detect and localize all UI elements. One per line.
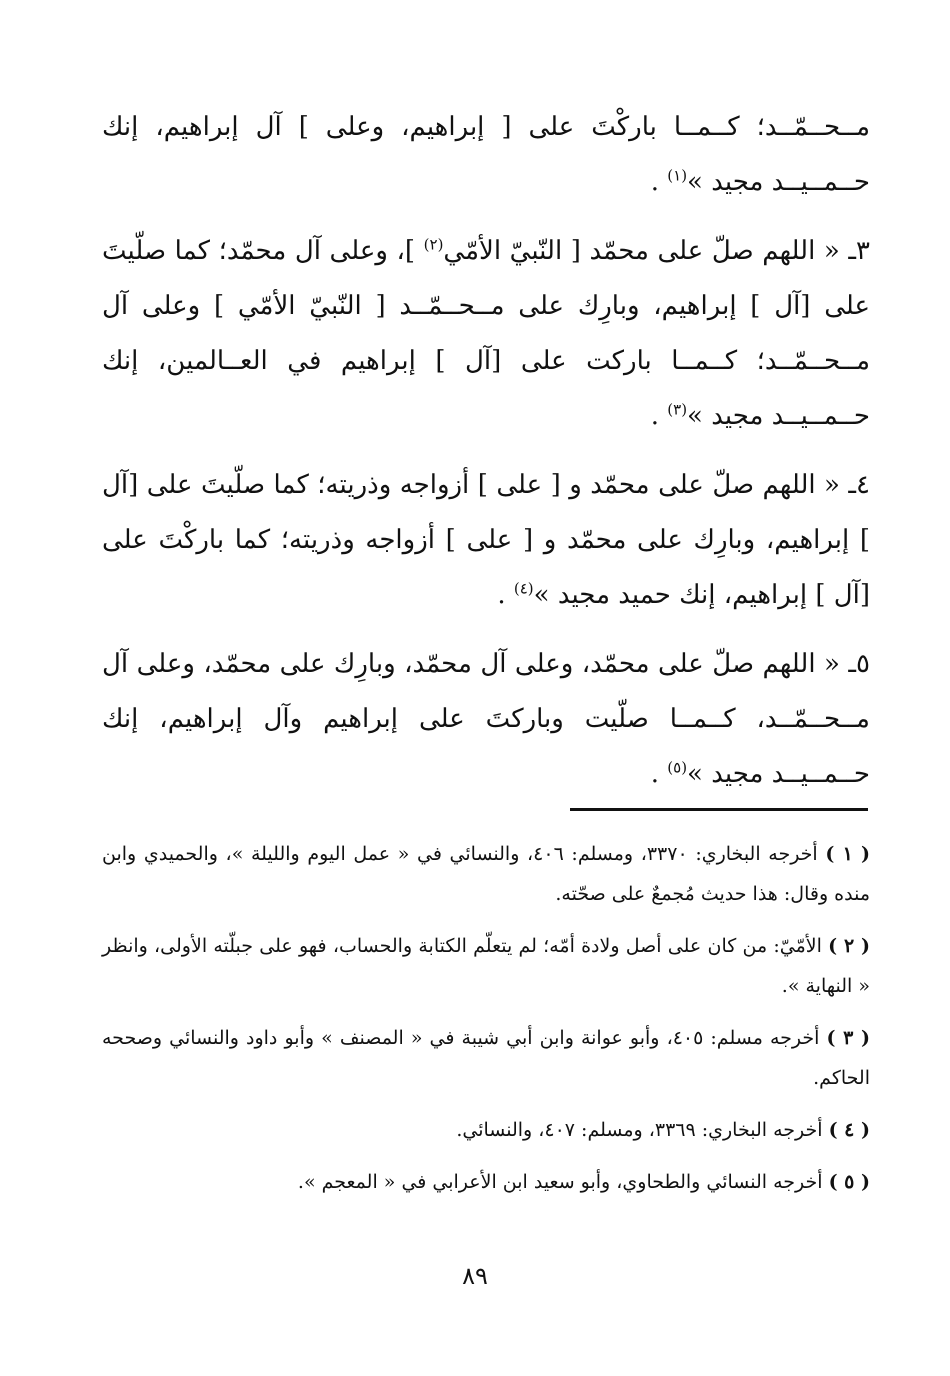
footnote-3-number: ( ٣ ): [826, 1027, 870, 1049]
paragraph-4-text: ٥ـ « اللهم صلّ على محمّد، وعلى آل محمّد، وبارِك على محمّد، وعلى آل مــحــمّــد، كــمــا صلّيت وباركتَ على إبراهيم وآل إبراهيم، إنك حــمــيــد مجيد »: [102, 649, 870, 789]
paragraph-2-mid: ]، وعلى آل محمّد؛ كما صلّيتَ على [آل ] إبراهيم، وبارِك على مــحــمّــد [ النّبيّ الأمّي ] وعلى آل مــحــمّــد؛ كــمــا باركت على [آل ] إبراهيم في العــالمين، إنك حــمــيــد مجيد »: [102, 236, 870, 431]
footnote-ref-5[interactable]: (٥): [667, 758, 688, 777]
page-number: ٨٩: [462, 1262, 488, 1290]
footnote-1-text: أخرجه البخاري: ٣٣٧٠، ومسلم: ٤٠٦، والنسائي في « عمل اليوم والليلة »، والحميدي وابن منده وقال: هذا حديث مُجمعٌ على صحّته.: [102, 843, 870, 905]
footnote-5-number: ( ٥ ): [828, 1171, 870, 1193]
paragraph-4-end: .: [650, 759, 668, 789]
footnote-5: [102, 1162, 870, 1202]
footnote-ref-2[interactable]: (٢): [423, 235, 444, 254]
footnote-4-number: ( ٤ ): [828, 1119, 870, 1141]
paragraph-2-end: .: [650, 401, 668, 431]
footnote-ref-4[interactable]: (٤): [513, 579, 534, 598]
footnotes: [102, 834, 870, 1214]
paragraph-3: [102, 458, 870, 623]
footnote-ref-3[interactable]: (٣): [667, 400, 688, 419]
footnote-4: [102, 1110, 870, 1150]
footnote-2-text: الأمّيّ: من كان على أصل ولادة أمّه؛ لم يتعلّم الكتابة والحساب، فهو على جبلّته الأولى، وانظر « النهاية ».: [102, 935, 870, 997]
footnote-3-text: أخرجه مسلم: ٤٠٥، وأبو عوانة وابن أبي شيبة في « المصنف » وأبو داود والنسائي وصححه الحاكم.: [102, 1027, 870, 1089]
paragraph-1-text: مــحــمّــد؛ كــمــا باركْتَ على [ إبراهيم، وعلى ] آل إبراهيم، إنك حــمــيــد مجيد »: [102, 112, 870, 197]
paragraph-3-text: ٤ـ « اللهم صلّ على محمّد و [ على ] أزواجه وذريته؛ كما صلّيتَ على [آل ] إبراهيم، وبارِك على محمّد و [ على ] أزواجه وذريته؛ كما باركْتَ على [آل ] إبراهيم، إنك حميد مجيد »: [102, 470, 870, 610]
paragraph-2-text: ٣ـ « اللهم صلّ على محمّد [ النّبيّ الأمّي: [443, 236, 870, 266]
footnote-2: [102, 926, 870, 1006]
main-text: [102, 100, 870, 816]
footnote-1-number: ( ١ ): [825, 843, 870, 865]
footnote-2-number: ( ٢ ): [828, 935, 871, 957]
paragraph-4: [102, 637, 870, 802]
footnote-5-text: أخرجه النسائي والطحاوي، وأبو سعيد ابن الأعرابي في « المعجم ».: [297, 1171, 829, 1193]
footnote-ref-1[interactable]: (١): [667, 166, 688, 185]
footnote-divider: [570, 808, 868, 811]
paragraph-1: [102, 100, 870, 210]
footnote-1: [102, 834, 870, 914]
paragraph-3-end: .: [497, 580, 514, 610]
footnote-4-text: أخرجه البخاري: ٣٣٦٩، ومسلم: ٤٠٧، والنسائي.: [456, 1119, 829, 1141]
footnote-3: [102, 1018, 870, 1098]
paragraph-1-end: .: [650, 167, 668, 197]
paragraph-2: [102, 224, 870, 444]
